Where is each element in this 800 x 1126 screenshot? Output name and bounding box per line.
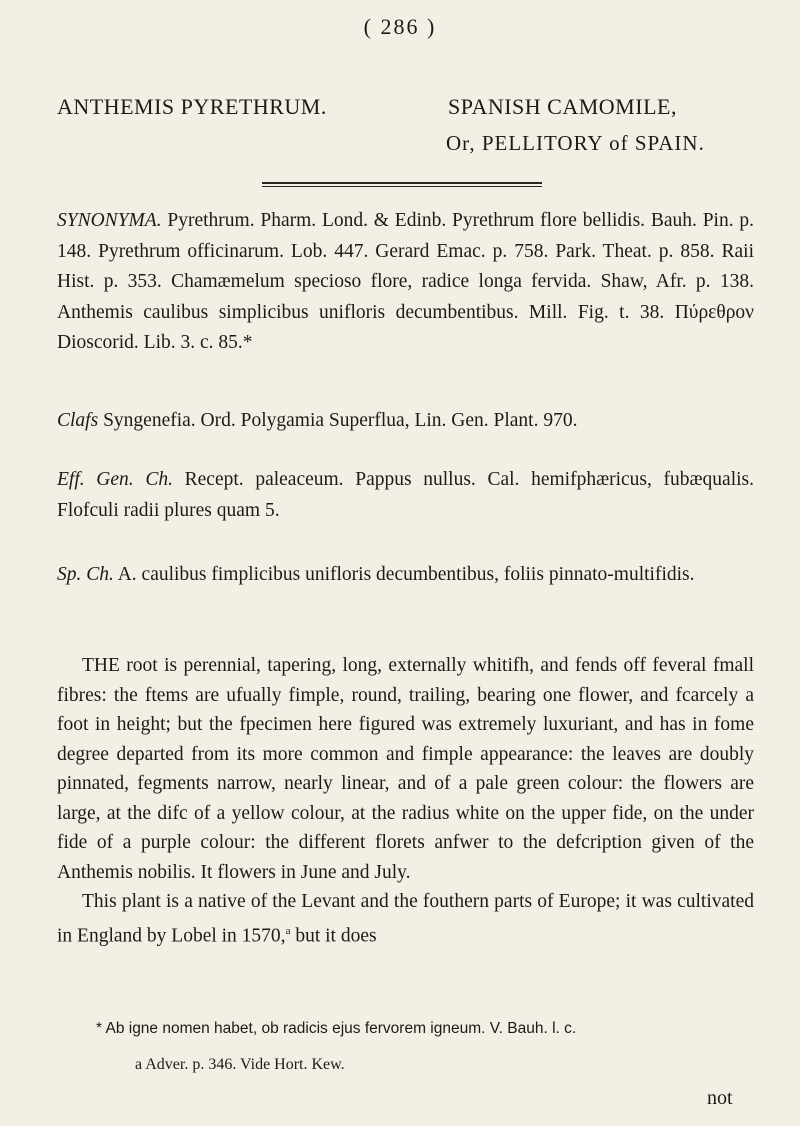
generic-character-section xyxy=(57,465,754,526)
latin-name: ANTHEMIS PYRETHRUM. xyxy=(57,94,327,119)
synonyma-section xyxy=(57,206,754,359)
class-section xyxy=(57,406,754,437)
generic-character-label: Eff. Gen. Ch. xyxy=(57,469,173,490)
description-section xyxy=(57,651,754,951)
description-paragraph-2 xyxy=(57,887,754,951)
specific-character-label: Sp. Ch. xyxy=(57,564,114,585)
synonyma-text: Pyrethrum. Pharm. Lond. & Edinb. Pyrethrum flore bellidis. Bauh. Pin. p. 148. Pyrethrum officinarum. Lob. 447. Gerard Emac. p. 758. Park. Theat. p. 858. Raii Hist. p. 353. Chamæmelum speciosо flore, radice longa fervida. Shaw, Afr. p. 138. Anthemis caulibus simplicibus unifloris decumbentibus. Mill. Fig. t. 38. Πύρεθρον Dioscorid. Lib. 3. c. 85.* xyxy=(57,210,755,353)
specific-character-text: A. caulibus fimplicibus unifloris decumbentibus, foliis pinnato-multifidis. xyxy=(117,564,695,585)
footnote-star: * Ab igne nomen habet, ob radicis ejus fervorem igneum. V. Bauh. l. c. xyxy=(96,1020,577,1037)
class-text: Syngenefia. Ord. Polygamia Superflua, Lin. Gen. Plant. 970. xyxy=(103,410,578,431)
description-paragraph: THE root is perennial, tapering, long, externally whitifh, and fends off feveral fmall fibres: the ftems are ufually fimple, round, trailing, bearing one flower, and fcarcely a foot in height; but the fpecimen here figured was extremely luxuriant, and has in fome degree departed from its more common and fimple appearance: the leaves are doubly pinnated, fegments narrow, nearly linear, and of a pale green colour: the flowers are large, at the difc of a yellow colour, at the radius white on the upper fide, on the under fide of a purple colour: the different florets anfwer to the defcription given of the Anthemis nobilis. It flowers in June and July. xyxy=(57,655,754,883)
alt-common-name: Or, PELLITORY of SPAIN. xyxy=(446,131,705,155)
plant-title xyxy=(57,94,757,120)
divider-rule xyxy=(262,182,542,184)
common-name: SPANISH CAMOMILE, xyxy=(448,94,677,119)
specific-character-section xyxy=(57,560,754,591)
catchword: not xyxy=(707,1087,733,1109)
class-label: Clafs xyxy=(57,410,99,431)
footnote-a: a Adver. p. 346. Vide Hort. Kew. xyxy=(135,1056,345,1073)
footnote-ref: a xyxy=(285,924,291,937)
divider-rule-thin xyxy=(262,186,542,187)
description-text-end: but it does xyxy=(290,925,377,946)
generic-character-text: Recept. paleaceum. Pappus nullus. Cal. hemifphæricus, fubæqualis. Flofculi radii plures quam 5. xyxy=(57,469,754,521)
page-number: ( 286 ) xyxy=(363,14,437,39)
description-text: This plant is a native of the Levant and the fouthern parts of Europe; it was cultivated in England by Lobel in 1570, xyxy=(57,891,754,946)
synonyma-label: SYNONYMA. xyxy=(57,210,162,231)
